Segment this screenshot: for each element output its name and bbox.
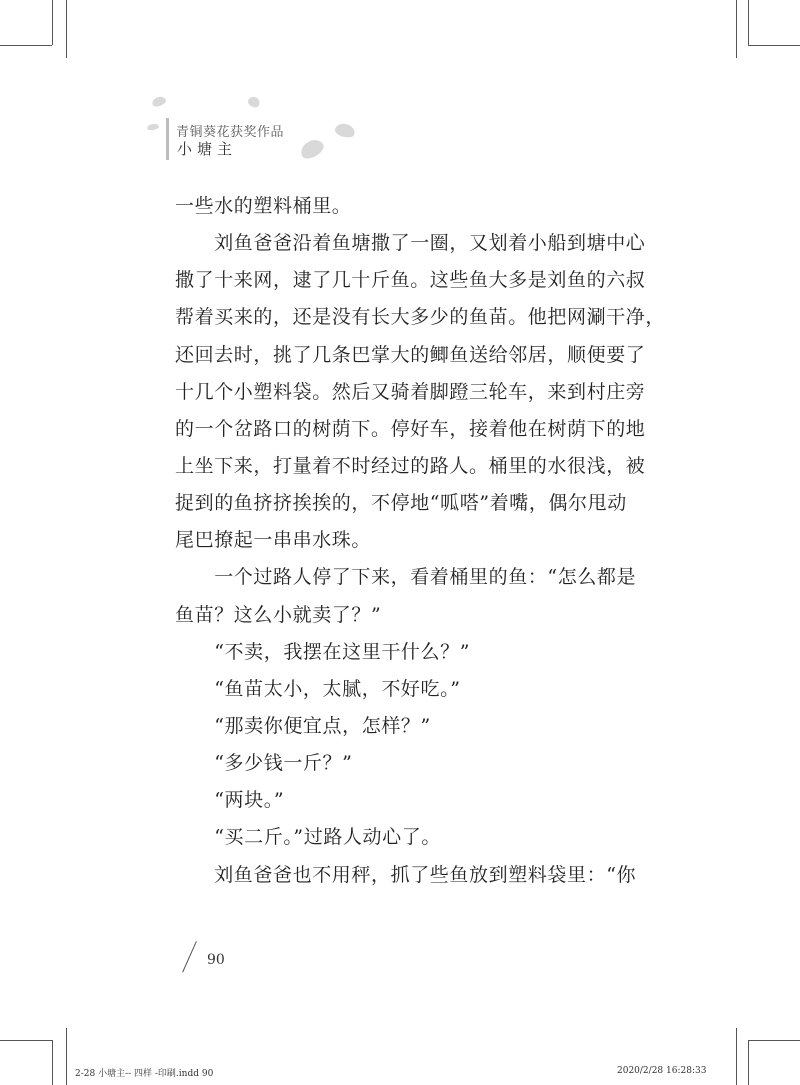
text-line: “买二斤。”过路人动心了。 xyxy=(175,826,441,849)
text-line: “多少钱一斤？” xyxy=(175,752,353,775)
petal-decoration xyxy=(334,122,357,140)
crop-mark xyxy=(748,0,749,45)
crop-mark xyxy=(736,1028,737,1085)
text-line: 一些水的塑料桶里。 xyxy=(175,195,352,217)
text-line: 帮着买来的，还是没有长大多少的鱼苗。他把网涮干净， xyxy=(175,306,666,329)
text-line: 鱼苗？这么小就卖了？” xyxy=(175,603,382,626)
crop-mark xyxy=(66,0,67,58)
crop-mark xyxy=(66,1028,67,1085)
text-line: 上坐下来，打量着不时经过的路人。桶里的水很浅，被 xyxy=(175,454,646,477)
crop-mark xyxy=(0,1040,52,1041)
petal-decoration xyxy=(298,136,327,162)
body-text xyxy=(175,195,666,902)
text-line: 捉到的鱼挤挤挨挨的，不停地“呱嗒”着嘴，偶尔甩动 xyxy=(175,492,627,515)
series-label: 青铜葵花获奖作品 xyxy=(176,125,285,140)
crop-mark xyxy=(736,0,737,58)
text-line: 一个过路人停了下来，看着桶里的鱼：“怎么都是 xyxy=(175,566,637,589)
text-line: “不卖，我摆在这里干什么？” xyxy=(175,640,471,663)
page-number-slash xyxy=(182,941,197,972)
text-line: “两块。” xyxy=(175,789,285,812)
text-line: 十几个小塑料袋。然后又骑着脚蹬三轮车，来到村庄旁 xyxy=(175,380,646,403)
text-line: 刘鱼爸爸也不用秤，抓了些鱼放到塑料袋里：“你 xyxy=(175,863,637,886)
page-number: 90 xyxy=(207,952,225,968)
header-bar xyxy=(166,118,169,160)
text-line: 撒了十来网，逮了几十斤鱼。这些鱼大多是刘鱼的六叔 xyxy=(175,269,646,292)
text-line: 尾巴撩起一串串水珠。 xyxy=(175,529,372,552)
crop-mark xyxy=(748,1040,800,1041)
text-line: 的一个岔路口的树荫下。停好车，接着他在树荫下的地 xyxy=(175,417,646,440)
print-slug-filename: 2-28 小塘主-- 四样 -印刷.indd 90 xyxy=(75,1069,214,1079)
print-slug-timestamp: 2020/2/28 16:28:33 xyxy=(617,1066,707,1076)
text-line: 还回去时，挑了几条巴掌大的鲫鱼送给邻居，顺便要了 xyxy=(175,343,646,366)
book-title: 小塘主 xyxy=(177,140,238,158)
text-line: “鱼苗太小，太腻，不好吃。” xyxy=(175,677,461,700)
text-line: “那卖你便宜点，怎样？” xyxy=(175,714,431,737)
text-line: 刘鱼爸爸沿着鱼塘撒了一圈，又划着小船到塘中心 xyxy=(175,232,646,255)
petal-decoration xyxy=(147,123,160,131)
crop-mark xyxy=(748,1040,749,1085)
petal-decoration xyxy=(246,95,261,110)
crop-mark xyxy=(52,0,53,45)
crop-mark xyxy=(748,45,800,46)
crop-mark xyxy=(52,1040,53,1085)
petal-decoration xyxy=(151,95,167,108)
crop-mark xyxy=(0,45,52,46)
